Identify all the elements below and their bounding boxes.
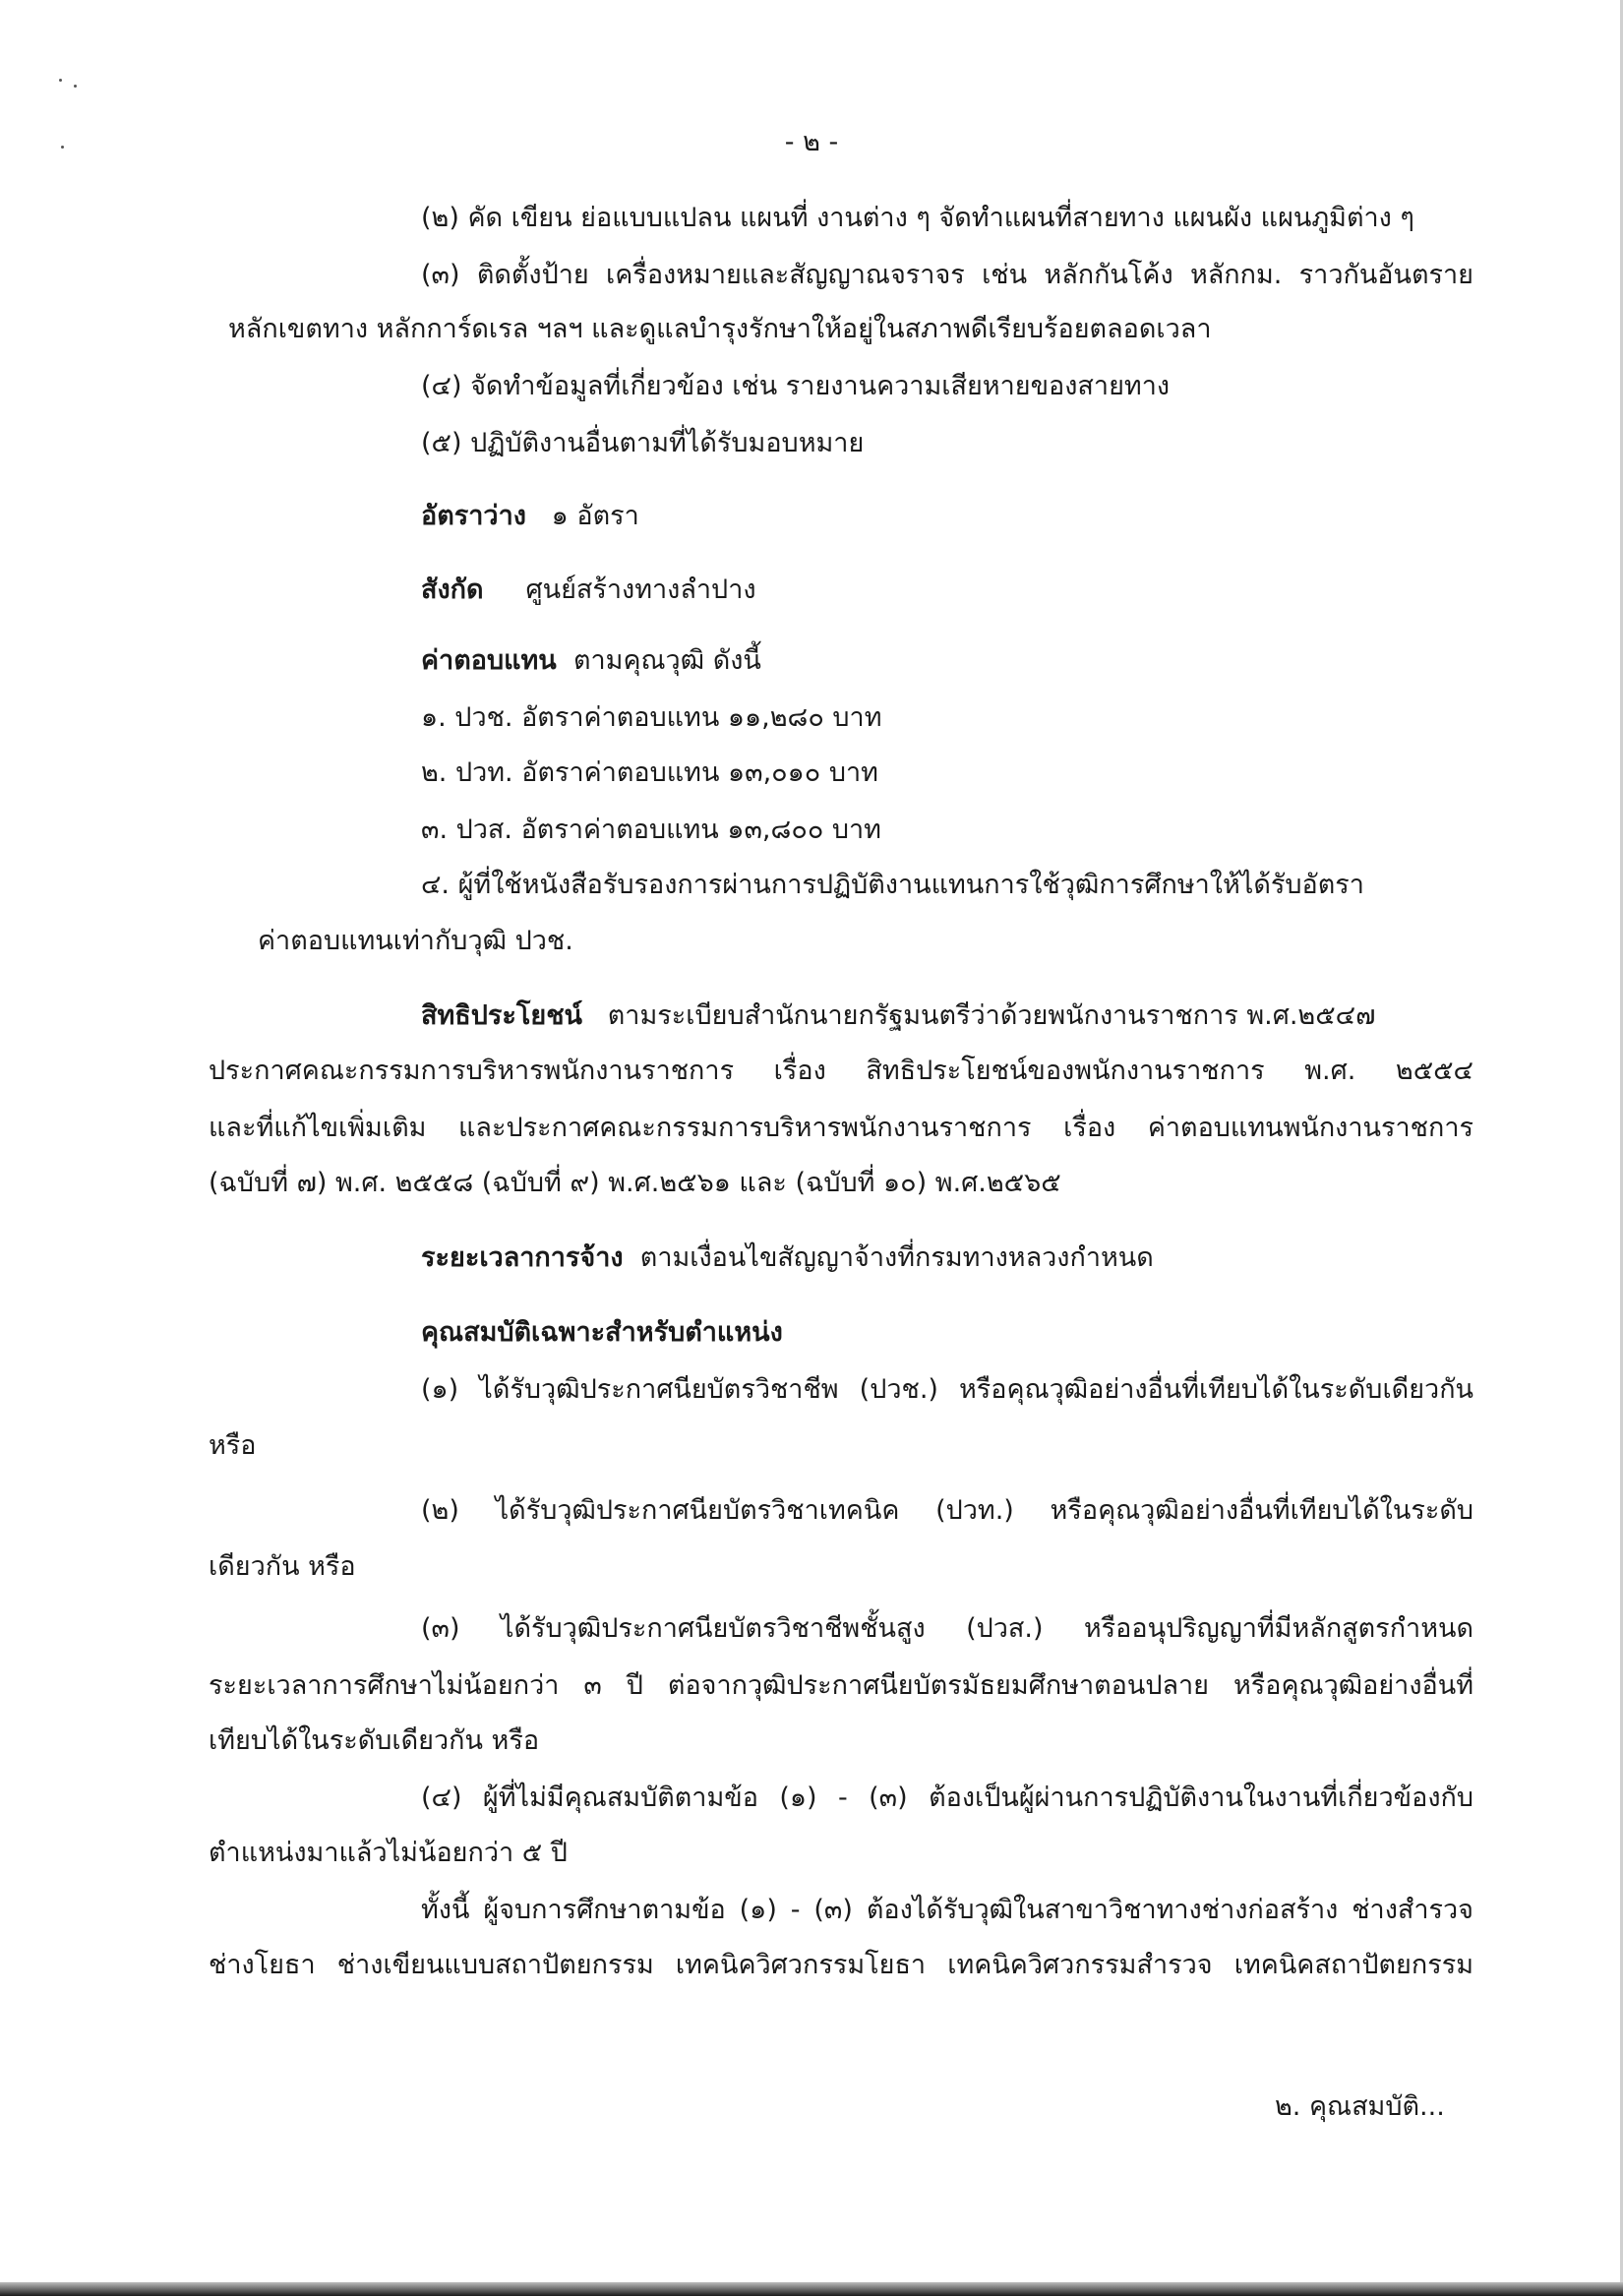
compensation-note-cont: ค่าตอบแทนเท่ากับวุฒิ ปวช. xyxy=(258,926,573,956)
vacancy-label: อัตราว่าง xyxy=(421,501,526,531)
benefits-line-3: และที่แก้ไขเพิ่มเติม และประกาศคณะกรรมการบริหารพนักงานราชการ เรื่อง ค่าตอบแทนพนักงานราชการ xyxy=(209,1113,1473,1143)
qualification-3: (๓) ได้รับวุฒิประกาศนียบัตรวิชาชีพชั้นสูง (ปวส.) หรืออนุปริญญาที่มีหลักสูตรกำหนด xyxy=(421,1613,1473,1644)
qualification-2: (๒) ได้รับวุฒิประกาศนียบัตรวิชาเทคนิค (ปวท.) หรือคุณวุฒิอย่างอื่นที่เทียบได้ในระดับ xyxy=(421,1495,1473,1526)
qualification-4: (๔) ผู้ที่ไม่มีคุณสมบัติตามข้อ (๑) - (๓) ต้องเป็นผู้ผ่านการปฏิบัติงานในงานที่เกี่ยวข้องกับ xyxy=(421,1782,1473,1813)
qualification-3-cont-2: เทียบได้ในระดับเดียวกัน หรือ xyxy=(209,1725,540,1756)
qualification-2-cont: เดียวกัน หรือ xyxy=(209,1551,356,1582)
benefits-label: สิทธิประโยชน์ xyxy=(421,1000,583,1031)
duty-item-2: (๒) คัด เขียน ย่อแบบแปลน แผนที่ งานต่าง ๆ จัดทำแผนที่สายทาง แผนผัง แผนภูมิต่าง ๆ xyxy=(421,203,1414,233)
duty-item-5: (๕) ปฏิบัติงานอื่นตามที่ได้รับมอบหมาย xyxy=(421,428,865,458)
benefits-row xyxy=(421,997,1375,1036)
qualifications-heading: คุณสมบัติเฉพาะสำหรับตำแหน่ง xyxy=(421,1317,783,1348)
affiliation-label: สังกัด xyxy=(421,574,484,605)
qualification-1: (๑) ได้รับวุฒิประกาศนียบัตรวิชาชีพ (ปวช.) หรือคุณวุฒิอย่างอื่นที่เทียบได้ในระดับเดียวกัน xyxy=(421,1374,1473,1405)
qualification-fields: ทั้งนี้ ผู้จบการศึกษาตามข้อ (๑) - (๓) ต้องได้รับวุฒิในสาขาวิชาทางช่างก่อสร้าง ช่างสำรวจ xyxy=(421,1895,1473,1925)
benefits-line-4: (ฉบับที่ ๗) พ.ศ. ๒๕๕๘ (ฉบับที่ ๙) พ.ศ.๒๕๖๑ และ (ฉบับที่ ๑๐) พ.ศ.๒๕๖๕ xyxy=(209,1168,1061,1198)
affiliation-row xyxy=(421,571,756,610)
employment-period-label: ระยะเวลาการจ้าง xyxy=(421,1242,624,1273)
scan-speck xyxy=(74,85,77,88)
qualification-1-cont: หรือ xyxy=(209,1430,257,1461)
compensation-label: ค่าตอบแทน xyxy=(421,645,557,676)
employment-period-row xyxy=(421,1239,1154,1278)
duty-item-3: (๓) ติดตั้งป้าย เครื่องหมายและสัญญาณจราจร เช่น หลักกันโค้ง หลักกม. ราวกันอันตราย xyxy=(421,260,1473,290)
affiliation-value: ศูนย์สร้างทางลำปาง xyxy=(525,574,756,605)
duty-item-4: (๔) จัดทำข้อมูลที่เกี่ยวข้อง เช่น รายงานความเสียหายของสายทาง xyxy=(421,371,1171,401)
scan-speck xyxy=(59,79,62,82)
qualification-3-cont: ระยะเวลาการศึกษาไม่น้อยกว่า ๓ ปี ต่อจากวุฒิประกาศนียบัตรมัธยมศึกษาตอนปลาย หรือคุณวุฒิอย่างอื่นที่ xyxy=(209,1670,1473,1701)
qualification-4-cont: ตำแหน่งมาแล้วไม่น้อยกว่า ๕ ปี xyxy=(209,1838,568,1868)
employment-period-value: ตามเงื่อนไขสัญญาจ้างที่กรมทางหลวงกำหนด xyxy=(639,1242,1154,1273)
compensation-item-2: ๒. ปวท. อัตราค่าตอบแทน ๑๓,๐๑๐ บาท xyxy=(421,757,878,788)
continuation-marker: ๒. คุณสมบัติ... xyxy=(1275,2091,1445,2122)
qualification-fields-cont: ช่างโยธา ช่างเขียนแบบสถาปัตยกรรม เทคนิควิศวกรรมโยธา เทคนิควิศวกรรมสำรวจ เทคนิคสถาปัตยกรรม xyxy=(209,1950,1473,1980)
compensation-note: ๔. ผู้ที่ใช้หนังสือรับรองการผ่านการปฏิบัติงานแทนการใช้วุฒิการศึกษาให้ได้รับอัตรา xyxy=(421,870,1364,900)
benefits-line-2: ประกาศคณะกรรมการบริหารพนักงานราชการ เรื่อง สิทธิประโยชน์ของพนักงานราชการ พ.ศ. ๒๕๕๔ xyxy=(209,1056,1473,1086)
vacancy-row xyxy=(421,497,639,536)
compensation-value: ตามคุณวุฒิ ดังนี้ xyxy=(572,645,761,676)
compensation-item-1: ๑. ปวช. อัตราค่าตอบแทน ๑๑,๒๘๐ บาท xyxy=(421,702,882,733)
compensation-row xyxy=(421,641,761,681)
benefits-line-1: ตามระเบียบสำนักนายกรัฐมนตรีว่าด้วยพนักงานราชการ พ.ศ.๒๕๔๗ xyxy=(607,1000,1376,1031)
duty-item-3-cont: หลักเขตทาง หลักการ์ดเรล ฯลฯ และดูแลบำรุงรักษาให้อยู่ในสภาพดีเรียบร้อยตลอดเวลา xyxy=(228,314,1212,344)
page-number: - ๒ - xyxy=(784,127,839,157)
compensation-item-3: ๓. ปวส. อัตราค่าตอบแทน ๑๓,๘๐๐ บาท xyxy=(421,815,881,845)
vacancy-value: ๑ อัตรา xyxy=(551,501,639,531)
scan-edge-bottom xyxy=(0,2282,1623,2296)
